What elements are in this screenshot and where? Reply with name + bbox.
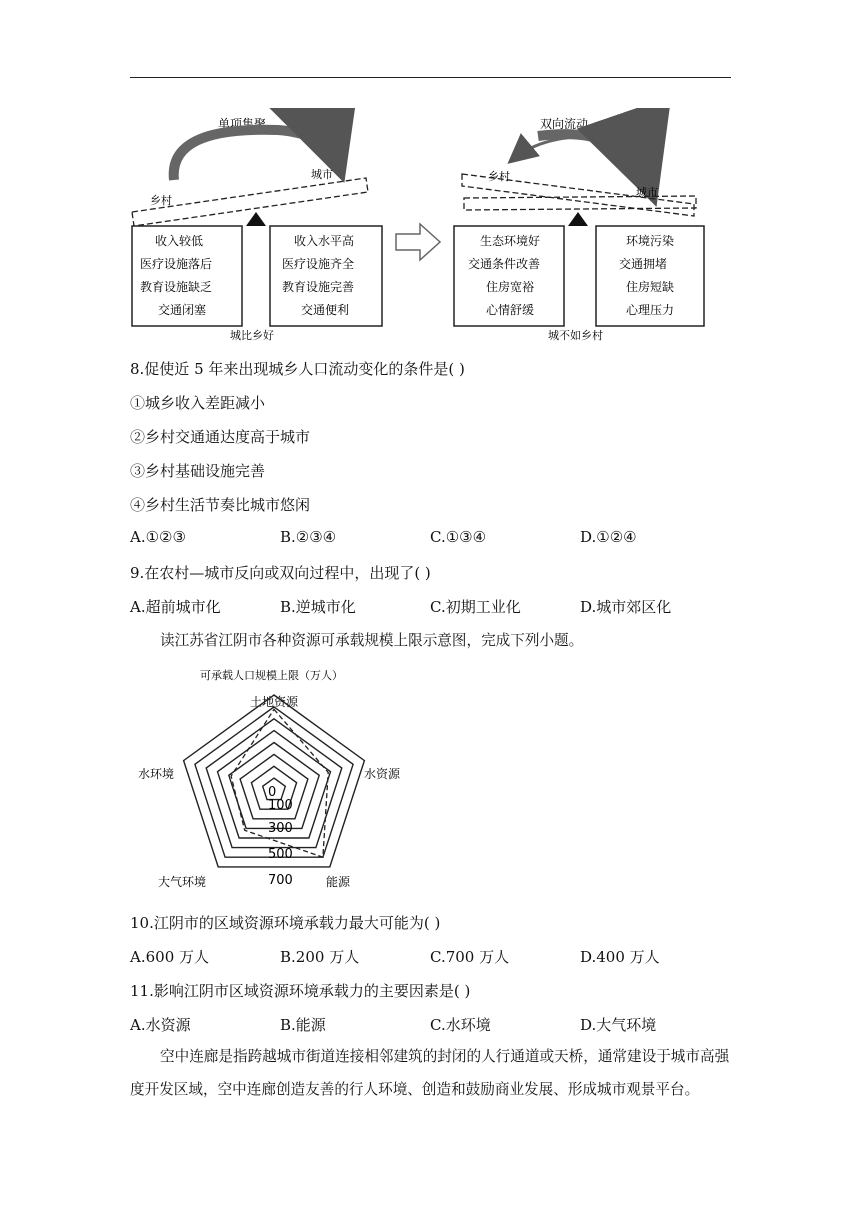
right-flow-arrow-right <box>538 134 650 188</box>
radar-axis-label-2: 能源 <box>326 875 351 889</box>
q9-option-c[interactable]: C.初期工业化 <box>430 598 521 616</box>
q8-option-c[interactable]: C.①③④ <box>430 528 487 546</box>
urban-rural-flow-diagram <box>128 108 708 344</box>
svg-text:交通条件改善: 交通条件改善 <box>468 257 541 271</box>
q11-option-b[interactable]: B.能源 <box>280 1016 326 1034</box>
q9-option-b[interactable]: B.逆城市化 <box>280 598 356 616</box>
svg-text:住房宽裕: 住房宽裕 <box>486 280 535 294</box>
skyway-paragraph: 空中连廊是指跨越城市街道连接相邻建筑的封闭的人行通道或天桥，通常建设于城市高强度开发区域，空中连廊创造友善的行人环境、创造和鼓励商业发展、形成城市观景平台。 <box>130 1048 730 1098</box>
radar-ring-label-3: 500 <box>268 847 293 862</box>
q9-stem: 9.在农村—城市反向或双向过程中，出现了( ) <box>130 564 431 582</box>
middle-arrow <box>396 224 440 260</box>
q11-option-c[interactable]: C.水环境 <box>430 1016 491 1034</box>
left-arrow-label: 单项集聚 <box>218 117 267 131</box>
q8-stem: 8.促使近 5 年来出现城乡人口流动变化的条件是( ) <box>130 360 465 378</box>
left-rural-label: 乡村 <box>150 194 172 207</box>
svg-text:住房短缺: 住房短缺 <box>626 280 675 294</box>
q8-option-a[interactable]: A.①②③ <box>130 528 186 546</box>
radar-intro: 读江苏省江阴市各种资源可承载规模上限示意图，完成下列小题。 <box>160 632 584 649</box>
radar-ring-label-2: 300 <box>268 821 293 836</box>
right-arrow-label: 双向流动 <box>540 117 589 131</box>
q9-option-a[interactable]: A.超前城市化 <box>130 598 221 616</box>
left-city-label: 城市 <box>311 168 333 181</box>
radar-axis-label-0: 土地资源 <box>250 695 299 709</box>
q8-option-b[interactable]: B.②③④ <box>280 528 337 546</box>
q9-option-d[interactable]: D.城市郊区化 <box>580 598 672 616</box>
right-fulcrum <box>568 212 588 226</box>
radar-axis-label-4: 水环境 <box>138 767 175 781</box>
svg-text:生态环境好: 生态环境好 <box>480 234 541 248</box>
q10-option-d[interactable]: D.400 万人 <box>580 948 660 966</box>
q11-stem: 11.影响江阴市区域资源环境承载力的主要因素是( ) <box>130 982 471 1000</box>
radar-ring-label-0: 0 <box>268 785 277 800</box>
svg-text:心理压力: 心理压力 <box>626 303 675 317</box>
radar-axis-label-3: 大气环境 <box>158 875 207 889</box>
svg-text:教育设施缺乏: 教育设施缺乏 <box>140 280 213 294</box>
right-city-label: 城市 <box>636 186 658 199</box>
q10-option-a[interactable]: A.600 万人 <box>130 948 209 966</box>
right-caption: 城不如乡村 <box>548 329 603 342</box>
carrying-capacity-radar-chart <box>128 662 428 894</box>
q8-item-3: ③乡村基础设施完善 <box>130 462 266 480</box>
q8-item-2: ②乡村交通通达度高于城市 <box>130 428 311 446</box>
svg-text:医疗设施落后: 医疗设施落后 <box>140 257 213 271</box>
q10-stem: 10.江阴市的区域资源环境承载力最大可能为( ) <box>130 914 441 932</box>
radar-title: 可承载人口规模上限（万人） <box>200 669 343 682</box>
right-rural-label: 乡村 <box>488 170 510 183</box>
left-caption: 城比乡好 <box>230 329 274 342</box>
q8-item-1: ①城乡收入差距减小 <box>130 394 266 412</box>
right-seesaw-beam-2 <box>464 196 696 210</box>
svg-text:心情舒缓: 心情舒缓 <box>486 303 535 317</box>
radar-ring-label-1: 100 <box>268 798 293 813</box>
svg-text:交通便利: 交通便利 <box>301 303 350 317</box>
radar-axis-label-1: 水资源 <box>364 767 401 781</box>
svg-text:环境污染: 环境污染 <box>626 234 675 248</box>
svg-text:收入较低: 收入较低 <box>155 234 204 248</box>
left-fulcrum <box>246 212 266 226</box>
svg-text:收入水平高: 收入水平高 <box>294 234 355 248</box>
q11-option-a[interactable]: A.水资源 <box>130 1016 191 1034</box>
q8-item-4: ④乡村生活节奏比城市悠闲 <box>130 496 311 514</box>
svg-text:教育设施完善: 教育设施完善 <box>282 280 355 294</box>
radar-ring-label-4: 700 <box>268 873 293 888</box>
q8-option-d[interactable]: D.①②④ <box>580 528 637 546</box>
svg-text:医疗设施齐全: 医疗设施齐全 <box>282 257 355 271</box>
q10-option-b[interactable]: B.200 万人 <box>280 948 360 966</box>
q11-option-d[interactable]: D.大气环境 <box>580 1016 657 1034</box>
svg-text:交通闭塞: 交通闭塞 <box>158 303 207 317</box>
header-rule <box>130 77 731 78</box>
q10-option-c[interactable]: C.700 万人 <box>430 948 510 966</box>
svg-text:交通拥堵: 交通拥堵 <box>619 257 668 271</box>
